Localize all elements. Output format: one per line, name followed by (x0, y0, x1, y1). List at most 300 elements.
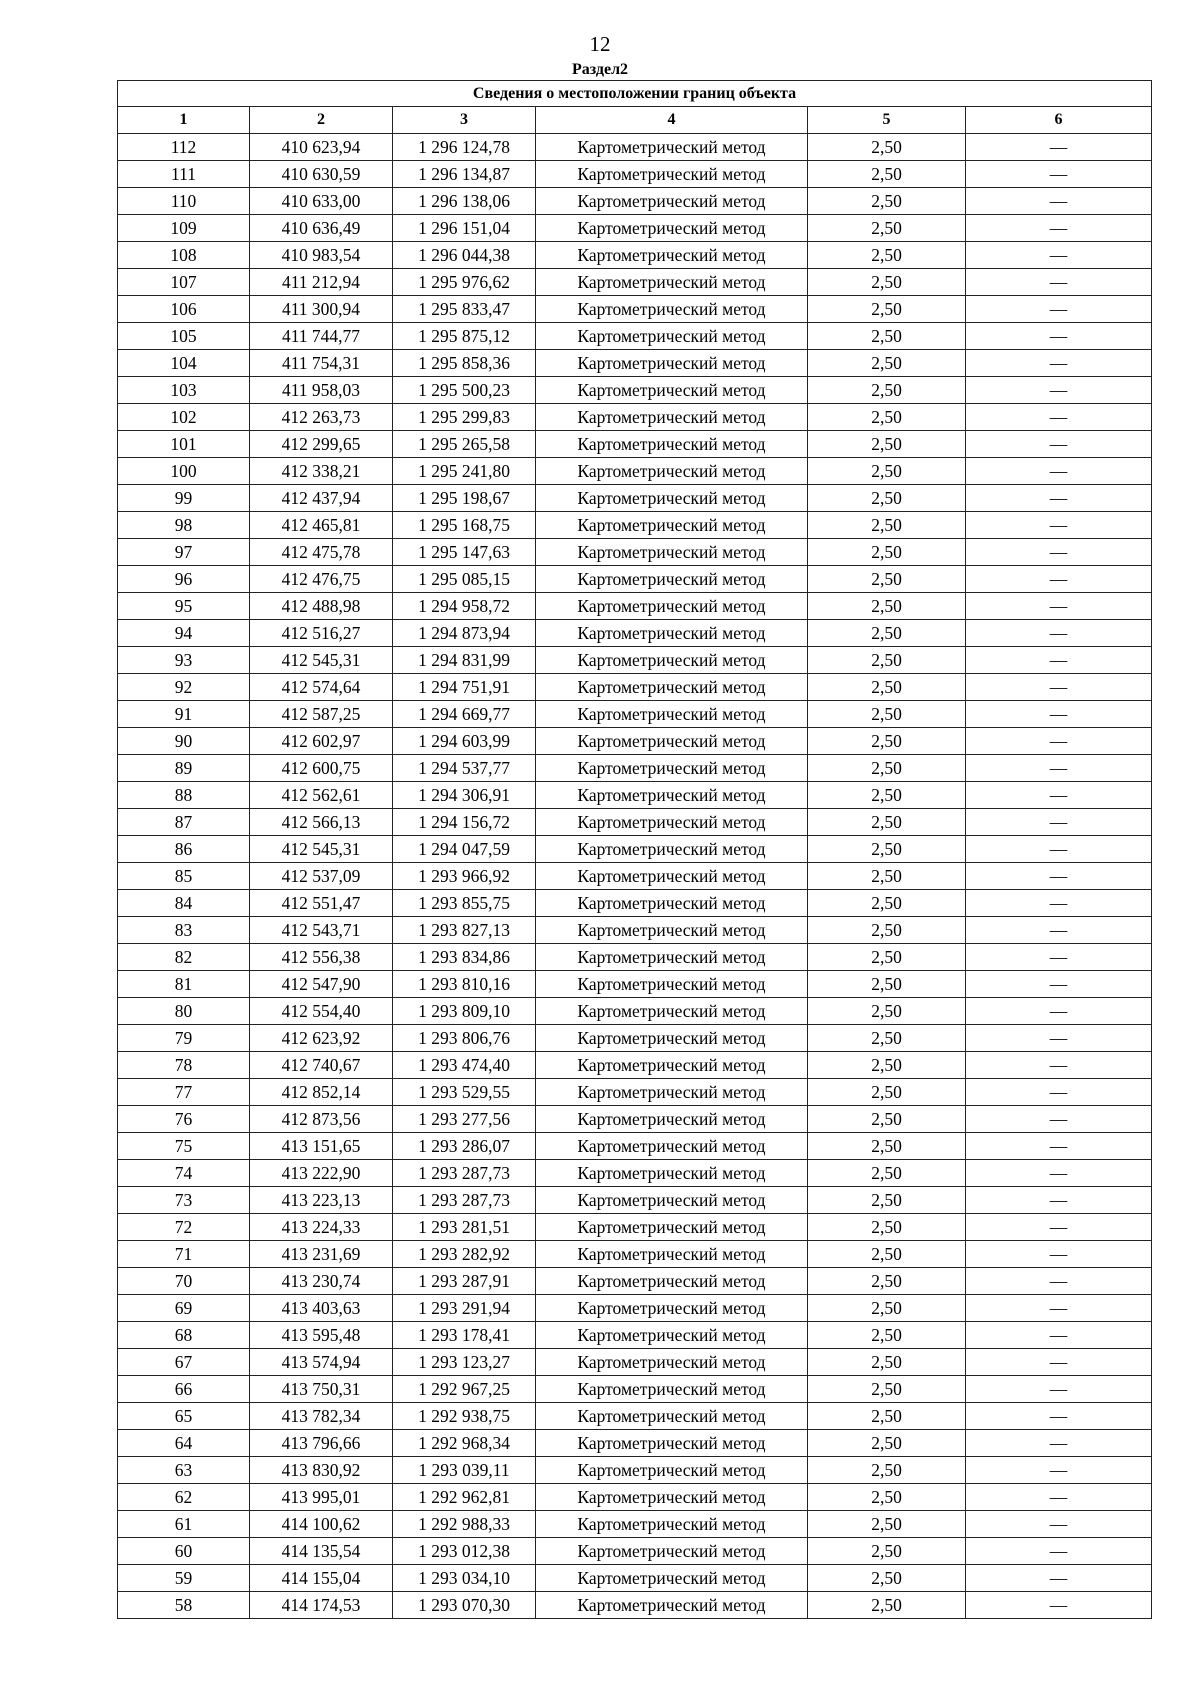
description-cell: — (966, 701, 1152, 728)
table-row (118, 1187, 1152, 1214)
point-number-cell: 63 (118, 1457, 250, 1484)
point-number-cell: 77 (118, 1079, 250, 1106)
method-cell: Картометрический метод (536, 1538, 808, 1565)
y-coordinate-cell: 1 294 156,72 (393, 809, 536, 836)
table-row (118, 1376, 1152, 1403)
accuracy-cell: 2,50 (808, 485, 966, 512)
y-coordinate-cell: 1 296 134,87 (393, 161, 536, 188)
point-number-cell: 105 (118, 323, 250, 350)
accuracy-cell: 2,50 (808, 323, 966, 350)
description-cell: — (966, 1106, 1152, 1133)
table-row (118, 431, 1152, 458)
table-row (118, 242, 1152, 269)
x-coordinate-cell: 412 545,31 (250, 836, 393, 863)
accuracy-cell: 2,50 (808, 242, 966, 269)
table-row (118, 269, 1152, 296)
x-coordinate-cell: 412 465,81 (250, 512, 393, 539)
accuracy-cell: 2,50 (808, 1106, 966, 1133)
y-coordinate-cell: 1 293 123,27 (393, 1349, 536, 1376)
table-row (118, 134, 1152, 161)
point-number-cell: 58 (118, 1592, 250, 1619)
accuracy-cell: 2,50 (808, 134, 966, 161)
description-cell: — (966, 1430, 1152, 1457)
y-coordinate-cell: 1 294 751,91 (393, 674, 536, 701)
x-coordinate-cell: 413 574,94 (250, 1349, 393, 1376)
method-cell: Картометрический метод (536, 215, 808, 242)
method-cell: Картометрический метод (536, 1349, 808, 1376)
point-number-cell: 61 (118, 1511, 250, 1538)
table-row (118, 620, 1152, 647)
y-coordinate-cell: 1 293 287,73 (393, 1160, 536, 1187)
x-coordinate-cell: 412 623,92 (250, 1025, 393, 1052)
description-cell: — (966, 1295, 1152, 1322)
table-row (118, 755, 1152, 782)
column-number: 1 (118, 107, 250, 134)
description-cell: — (966, 350, 1152, 377)
x-coordinate-cell: 412 516,27 (250, 620, 393, 647)
point-number-cell: 89 (118, 755, 250, 782)
accuracy-cell: 2,50 (808, 647, 966, 674)
point-number-cell: 70 (118, 1268, 250, 1295)
accuracy-cell: 2,50 (808, 593, 966, 620)
method-cell: Картометрический метод (536, 134, 808, 161)
accuracy-cell: 2,50 (808, 431, 966, 458)
x-coordinate-cell: 410 983,54 (250, 242, 393, 269)
point-number-cell: 82 (118, 944, 250, 971)
method-cell: Картометрический метод (536, 998, 808, 1025)
accuracy-cell: 2,50 (808, 1349, 966, 1376)
point-number-cell: 80 (118, 998, 250, 1025)
point-number-cell: 84 (118, 890, 250, 917)
description-cell: — (966, 998, 1152, 1025)
method-cell: Картометрический метод (536, 971, 808, 998)
x-coordinate-cell: 412 562,61 (250, 782, 393, 809)
point-number-cell: 87 (118, 809, 250, 836)
method-cell: Картометрический метод (536, 269, 808, 296)
method-cell: Картометрический метод (536, 1241, 808, 1268)
description-cell: — (966, 836, 1152, 863)
method-cell: Картометрический метод (536, 809, 808, 836)
table-row (118, 890, 1152, 917)
method-cell: Картометрический метод (536, 161, 808, 188)
table-row (118, 701, 1152, 728)
table-row (118, 1349, 1152, 1376)
description-cell: — (966, 620, 1152, 647)
table-caption: Сведения о местоположении границ объекта (118, 81, 1152, 107)
accuracy-cell: 2,50 (808, 890, 966, 917)
accuracy-cell: 2,50 (808, 539, 966, 566)
table-row (118, 215, 1152, 242)
point-number-cell: 71 (118, 1241, 250, 1268)
y-coordinate-cell: 1 293 070,30 (393, 1592, 536, 1619)
point-number-cell: 66 (118, 1376, 250, 1403)
point-number-cell: 109 (118, 215, 250, 242)
table-body (118, 134, 1152, 1619)
table-row (118, 1241, 1152, 1268)
method-cell: Картометрический метод (536, 755, 808, 782)
x-coordinate-cell: 412 873,56 (250, 1106, 393, 1133)
point-number-cell: 67 (118, 1349, 250, 1376)
table-row (118, 944, 1152, 971)
y-coordinate-cell: 1 293 809,10 (393, 998, 536, 1025)
y-coordinate-cell: 1 292 988,33 (393, 1511, 536, 1538)
column-number: 2 (250, 107, 393, 134)
description-cell: — (966, 188, 1152, 215)
y-coordinate-cell: 1 294 306,91 (393, 782, 536, 809)
y-coordinate-cell: 1 293 277,56 (393, 1106, 536, 1133)
point-number-cell: 112 (118, 134, 250, 161)
accuracy-cell: 2,50 (808, 1484, 966, 1511)
method-cell: Картометрический метод (536, 1106, 808, 1133)
description-cell: — (966, 539, 1152, 566)
accuracy-cell: 2,50 (808, 458, 966, 485)
accuracy-cell: 2,50 (808, 215, 966, 242)
x-coordinate-cell: 412 551,47 (250, 890, 393, 917)
method-cell: Картометрический метод (536, 512, 808, 539)
point-number-cell: 107 (118, 269, 250, 296)
accuracy-cell: 2,50 (808, 1403, 966, 1430)
description-cell: — (966, 1214, 1152, 1241)
y-coordinate-cell: 1 296 138,06 (393, 188, 536, 215)
y-coordinate-cell: 1 296 151,04 (393, 215, 536, 242)
description-cell: — (966, 755, 1152, 782)
y-coordinate-cell: 1 295 265,58 (393, 431, 536, 458)
method-cell: Картометрический метод (536, 944, 808, 971)
method-cell: Картометрический метод (536, 1592, 808, 1619)
x-coordinate-cell: 412 537,09 (250, 863, 393, 890)
table-row (118, 728, 1152, 755)
point-number-cell: 98 (118, 512, 250, 539)
table-row (118, 1457, 1152, 1484)
table-row (118, 998, 1152, 1025)
point-number-cell: 99 (118, 485, 250, 512)
point-number-cell: 73 (118, 1187, 250, 1214)
description-cell: — (966, 890, 1152, 917)
method-cell: Картометрический метод (536, 1430, 808, 1457)
description-cell: — (966, 674, 1152, 701)
method-cell: Картометрический метод (536, 1322, 808, 1349)
method-cell: Картометрический метод (536, 647, 808, 674)
y-coordinate-cell: 1 293 806,76 (393, 1025, 536, 1052)
accuracy-cell: 2,50 (808, 161, 966, 188)
method-cell: Картометрический метод (536, 890, 808, 917)
column-number: 4 (536, 107, 808, 134)
y-coordinate-cell: 1 294 603,99 (393, 728, 536, 755)
description-cell: — (966, 512, 1152, 539)
accuracy-cell: 2,50 (808, 1268, 966, 1295)
description-cell: — (966, 809, 1152, 836)
accuracy-cell: 2,50 (808, 1592, 966, 1619)
accuracy-cell: 2,50 (808, 188, 966, 215)
section-title: Раздел2 (571, 61, 629, 78)
y-coordinate-cell: 1 293 012,38 (393, 1538, 536, 1565)
method-cell: Картометрический метод (536, 404, 808, 431)
point-number-cell: 111 (118, 161, 250, 188)
y-coordinate-cell: 1 293 529,55 (393, 1079, 536, 1106)
x-coordinate-cell: 412 852,14 (250, 1079, 393, 1106)
description-cell: — (966, 1079, 1152, 1106)
x-coordinate-cell: 410 633,00 (250, 188, 393, 215)
y-coordinate-cell: 1 293 039,11 (393, 1457, 536, 1484)
method-cell: Картометрический метод (536, 458, 808, 485)
description-cell: — (966, 485, 1152, 512)
method-cell: Картометрический метод (536, 728, 808, 755)
table-row (118, 1025, 1152, 1052)
accuracy-cell: 2,50 (808, 782, 966, 809)
accuracy-cell: 2,50 (808, 512, 966, 539)
point-number-cell: 81 (118, 971, 250, 998)
y-coordinate-cell: 1 295 299,83 (393, 404, 536, 431)
accuracy-cell: 2,50 (808, 1430, 966, 1457)
table-row (118, 647, 1152, 674)
accuracy-cell: 2,50 (808, 1511, 966, 1538)
accuracy-cell: 2,50 (808, 1538, 966, 1565)
y-coordinate-cell: 1 292 967,25 (393, 1376, 536, 1403)
accuracy-cell: 2,50 (808, 728, 966, 755)
point-number-cell: 72 (118, 1214, 250, 1241)
table-row (118, 350, 1152, 377)
x-coordinate-cell: 412 600,75 (250, 755, 393, 782)
x-coordinate-cell: 414 100,62 (250, 1511, 393, 1538)
description-cell: — (966, 1592, 1152, 1619)
accuracy-cell: 2,50 (808, 998, 966, 1025)
description-cell: — (966, 431, 1152, 458)
table-row (118, 1160, 1152, 1187)
table-header-row (118, 107, 1152, 134)
table-row (118, 1079, 1152, 1106)
method-cell: Картометрический метод (536, 431, 808, 458)
table-row (118, 323, 1152, 350)
x-coordinate-cell: 412 602,97 (250, 728, 393, 755)
x-coordinate-cell: 411 744,77 (250, 323, 393, 350)
method-cell: Картометрический метод (536, 1376, 808, 1403)
table-row (118, 917, 1152, 944)
method-cell: Картометрический метод (536, 485, 808, 512)
y-coordinate-cell: 1 295 858,36 (393, 350, 536, 377)
table-row (118, 1322, 1152, 1349)
method-cell: Картометрический метод (536, 296, 808, 323)
method-cell: Картометрический метод (536, 1268, 808, 1295)
point-number-cell: 97 (118, 539, 250, 566)
method-cell: Картометрический метод (536, 1025, 808, 1052)
description-cell: — (966, 215, 1152, 242)
accuracy-cell: 2,50 (808, 1322, 966, 1349)
method-cell: Картометрический метод (536, 539, 808, 566)
y-coordinate-cell: 1 292 962,81 (393, 1484, 536, 1511)
point-number-cell: 100 (118, 458, 250, 485)
point-number-cell: 78 (118, 1052, 250, 1079)
x-coordinate-cell: 412 338,21 (250, 458, 393, 485)
table-row (118, 485, 1152, 512)
x-coordinate-cell: 414 174,53 (250, 1592, 393, 1619)
table-row (118, 188, 1152, 215)
accuracy-cell: 2,50 (808, 1376, 966, 1403)
x-coordinate-cell: 412 566,13 (250, 809, 393, 836)
accuracy-cell: 2,50 (808, 1241, 966, 1268)
y-coordinate-cell: 1 294 669,77 (393, 701, 536, 728)
table-row (118, 1106, 1152, 1133)
table-row (118, 296, 1152, 323)
description-cell: — (966, 404, 1152, 431)
accuracy-cell: 2,50 (808, 755, 966, 782)
x-coordinate-cell: 413 782,34 (250, 1403, 393, 1430)
x-coordinate-cell: 413 995,01 (250, 1484, 393, 1511)
method-cell: Картометрический метод (536, 1403, 808, 1430)
point-number-cell: 59 (118, 1565, 250, 1592)
point-number-cell: 96 (118, 566, 250, 593)
y-coordinate-cell: 1 293 966,92 (393, 863, 536, 890)
table-row (118, 1133, 1152, 1160)
accuracy-cell: 2,50 (808, 836, 966, 863)
x-coordinate-cell: 410 630,59 (250, 161, 393, 188)
point-number-cell: 102 (118, 404, 250, 431)
x-coordinate-cell: 412 475,78 (250, 539, 393, 566)
y-coordinate-cell: 1 293 827,13 (393, 917, 536, 944)
description-cell: — (966, 1160, 1152, 1187)
description-cell: — (966, 269, 1152, 296)
description-cell: — (966, 782, 1152, 809)
x-coordinate-cell: 413 750,31 (250, 1376, 393, 1403)
point-number-cell: 101 (118, 431, 250, 458)
x-coordinate-cell: 411 754,31 (250, 350, 393, 377)
y-coordinate-cell: 1 295 085,15 (393, 566, 536, 593)
x-coordinate-cell: 411 300,94 (250, 296, 393, 323)
table-row (118, 1565, 1152, 1592)
x-coordinate-cell: 413 224,33 (250, 1214, 393, 1241)
y-coordinate-cell: 1 293 287,91 (393, 1268, 536, 1295)
accuracy-cell: 2,50 (808, 620, 966, 647)
x-coordinate-cell: 413 151,65 (250, 1133, 393, 1160)
point-number-cell: 64 (118, 1430, 250, 1457)
table-row (118, 1214, 1152, 1241)
point-number-cell: 106 (118, 296, 250, 323)
x-coordinate-cell: 413 223,13 (250, 1187, 393, 1214)
description-cell: — (966, 728, 1152, 755)
y-coordinate-cell: 1 294 537,77 (393, 755, 536, 782)
description-cell: — (966, 593, 1152, 620)
x-coordinate-cell: 410 636,49 (250, 215, 393, 242)
description-cell: — (966, 323, 1152, 350)
accuracy-cell: 2,50 (808, 1565, 966, 1592)
x-coordinate-cell: 412 554,40 (250, 998, 393, 1025)
point-number-cell: 94 (118, 620, 250, 647)
point-number-cell: 103 (118, 377, 250, 404)
y-coordinate-cell: 1 294 831,99 (393, 647, 536, 674)
accuracy-cell: 2,50 (808, 404, 966, 431)
x-coordinate-cell: 410 623,94 (250, 134, 393, 161)
x-coordinate-cell: 413 230,74 (250, 1268, 393, 1295)
y-coordinate-cell: 1 295 147,63 (393, 539, 536, 566)
description-cell: — (966, 1133, 1152, 1160)
table-row (118, 674, 1152, 701)
method-cell: Картометрический метод (536, 1214, 808, 1241)
point-number-cell: 91 (118, 701, 250, 728)
point-number-cell: 74 (118, 1160, 250, 1187)
method-cell: Картометрический метод (536, 377, 808, 404)
point-number-cell: 93 (118, 647, 250, 674)
description-cell: — (966, 1484, 1152, 1511)
column-number: 6 (966, 107, 1152, 134)
x-coordinate-cell: 411 212,94 (250, 269, 393, 296)
description-cell: — (966, 1322, 1152, 1349)
point-number-cell: 104 (118, 350, 250, 377)
method-cell: Картометрический метод (536, 917, 808, 944)
description-cell: — (966, 1457, 1152, 1484)
accuracy-cell: 2,50 (808, 1295, 966, 1322)
description-cell: — (966, 1538, 1152, 1565)
description-cell: — (966, 944, 1152, 971)
x-coordinate-cell: 413 231,69 (250, 1241, 393, 1268)
description-cell: — (966, 647, 1152, 674)
table-row (118, 539, 1152, 566)
accuracy-cell: 2,50 (808, 1457, 966, 1484)
y-coordinate-cell: 1 295 500,23 (393, 377, 536, 404)
description-cell: — (966, 1052, 1152, 1079)
table-row (118, 1484, 1152, 1511)
y-coordinate-cell: 1 293 034,10 (393, 1565, 536, 1592)
description-cell: — (966, 971, 1152, 998)
accuracy-cell: 2,50 (808, 566, 966, 593)
y-coordinate-cell: 1 293 834,86 (393, 944, 536, 971)
y-coordinate-cell: 1 295 875,12 (393, 323, 536, 350)
table-row (118, 566, 1152, 593)
table-row (118, 404, 1152, 431)
x-coordinate-cell: 412 437,94 (250, 485, 393, 512)
x-coordinate-cell: 411 958,03 (250, 377, 393, 404)
accuracy-cell: 2,50 (808, 917, 966, 944)
description-cell: — (966, 566, 1152, 593)
boundary-coordinates-table (117, 80, 1152, 1619)
x-coordinate-cell: 412 488,98 (250, 593, 393, 620)
table-row (118, 1268, 1152, 1295)
table-row (118, 1430, 1152, 1457)
accuracy-cell: 2,50 (808, 701, 966, 728)
x-coordinate-cell: 412 263,73 (250, 404, 393, 431)
table-row (118, 863, 1152, 890)
method-cell: Картометрический метод (536, 1295, 808, 1322)
method-cell: Картометрический метод (536, 1160, 808, 1187)
x-coordinate-cell: 412 543,71 (250, 917, 393, 944)
x-coordinate-cell: 412 556,38 (250, 944, 393, 971)
description-cell: — (966, 161, 1152, 188)
table-caption-row (118, 81, 1152, 107)
table-row (118, 1538, 1152, 1565)
point-number-cell: 108 (118, 242, 250, 269)
description-cell: — (966, 1376, 1152, 1403)
method-cell: Картометрический метод (536, 323, 808, 350)
page-number: 12 (589, 32, 611, 56)
accuracy-cell: 2,50 (808, 1214, 966, 1241)
description-cell: — (966, 1511, 1152, 1538)
point-number-cell: 92 (118, 674, 250, 701)
point-number-cell: 75 (118, 1133, 250, 1160)
table-row (118, 161, 1152, 188)
accuracy-cell: 2,50 (808, 269, 966, 296)
point-number-cell: 88 (118, 782, 250, 809)
y-coordinate-cell: 1 293 287,73 (393, 1187, 536, 1214)
y-coordinate-cell: 1 295 833,47 (393, 296, 536, 323)
y-coordinate-cell: 1 292 938,75 (393, 1403, 536, 1430)
x-coordinate-cell: 412 547,90 (250, 971, 393, 998)
description-cell: — (966, 1349, 1152, 1376)
method-cell: Картометрический метод (536, 1511, 808, 1538)
description-cell: — (966, 134, 1152, 161)
accuracy-cell: 2,50 (808, 1133, 966, 1160)
y-coordinate-cell: 1 293 282,92 (393, 1241, 536, 1268)
x-coordinate-cell: 413 222,90 (250, 1160, 393, 1187)
method-cell: Картометрический метод (536, 1187, 808, 1214)
accuracy-cell: 2,50 (808, 809, 966, 836)
